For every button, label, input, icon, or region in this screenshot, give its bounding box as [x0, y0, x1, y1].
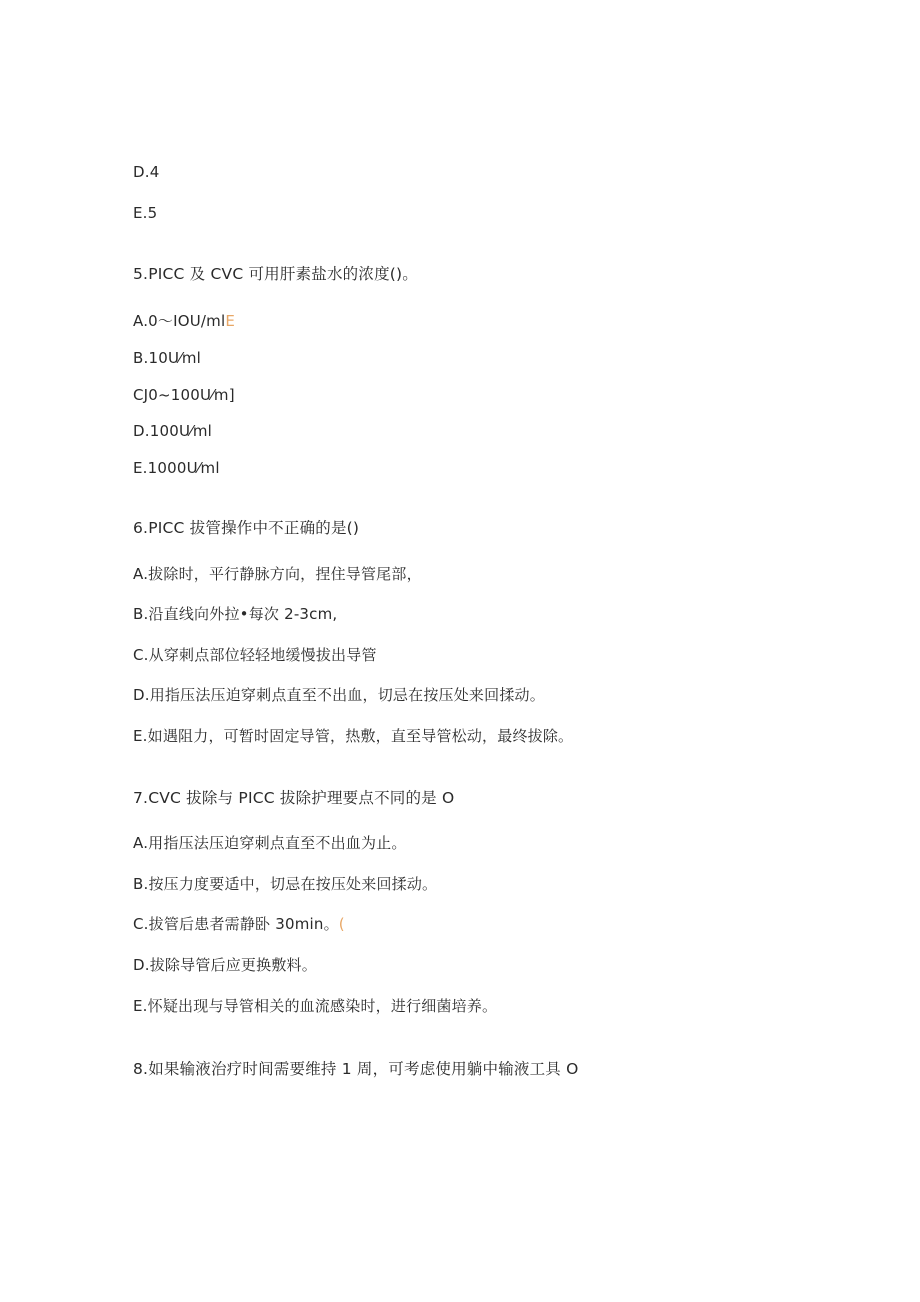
q5-option-d: D.100U⁄ml [133, 422, 213, 440]
stray-mark: E [225, 312, 236, 330]
question-5: 5.PICC 及 CVC 可用肝素盐水的浓度()。 [133, 265, 418, 283]
q6-option-a: A.拔除时，平行静脉方向，捏住导管尾部， [133, 565, 422, 583]
q7-option-e: E.怀疑出现与导管相关的血流感染时，进行细菌培养。 [133, 997, 498, 1015]
option-e: E.5 [133, 204, 158, 222]
q7-option-c: C.拔管后患者需静卧 30min。( [133, 915, 345, 933]
question-8: 8.如果输液治疗时间需要维持 1 周，可考虑使用躺中输液工具 O [133, 1060, 579, 1078]
q7-option-b: B.按压力度要适中，切忌在按压处来回揉动。 [133, 875, 438, 893]
stray-paren: ( [338, 915, 345, 933]
option-d: D.4 [133, 163, 160, 181]
question-6: 6.PICC 拔管操作中不正确的是() [133, 519, 360, 537]
q5-option-e: E.1000U⁄ml [133, 459, 220, 477]
q7-option-a: A.用指压法压迫穿刺点直至不出血为止。 [133, 834, 407, 852]
question-7: 7.CVC 拔除与 PICC 拔除护理要点不同的是 O [133, 789, 455, 807]
q5-option-a: A.0〜IOU/mlE [133, 312, 236, 330]
q5-option-b: B.10U⁄ml [133, 349, 202, 367]
q6-option-b: B.沿直线向外拉•每次 2-3cm, [133, 605, 338, 623]
q6-option-c: C.从穿刺点部位轻轻地缓慢拔出导管 [133, 646, 377, 664]
q5-option-c: CJ0~100U⁄m] [133, 386, 235, 404]
q6-option-d: D.用指压法压迫穿刺点直至不出血，切忌在按压处来回揉动。 [133, 686, 545, 704]
q7-option-d: D.拔除导管后应更换敷料。 [133, 956, 317, 974]
q6-option-e: E.如遇阻力，可暂时固定导管，热敷，直至导管松动，最终拔除。 [133, 727, 574, 745]
